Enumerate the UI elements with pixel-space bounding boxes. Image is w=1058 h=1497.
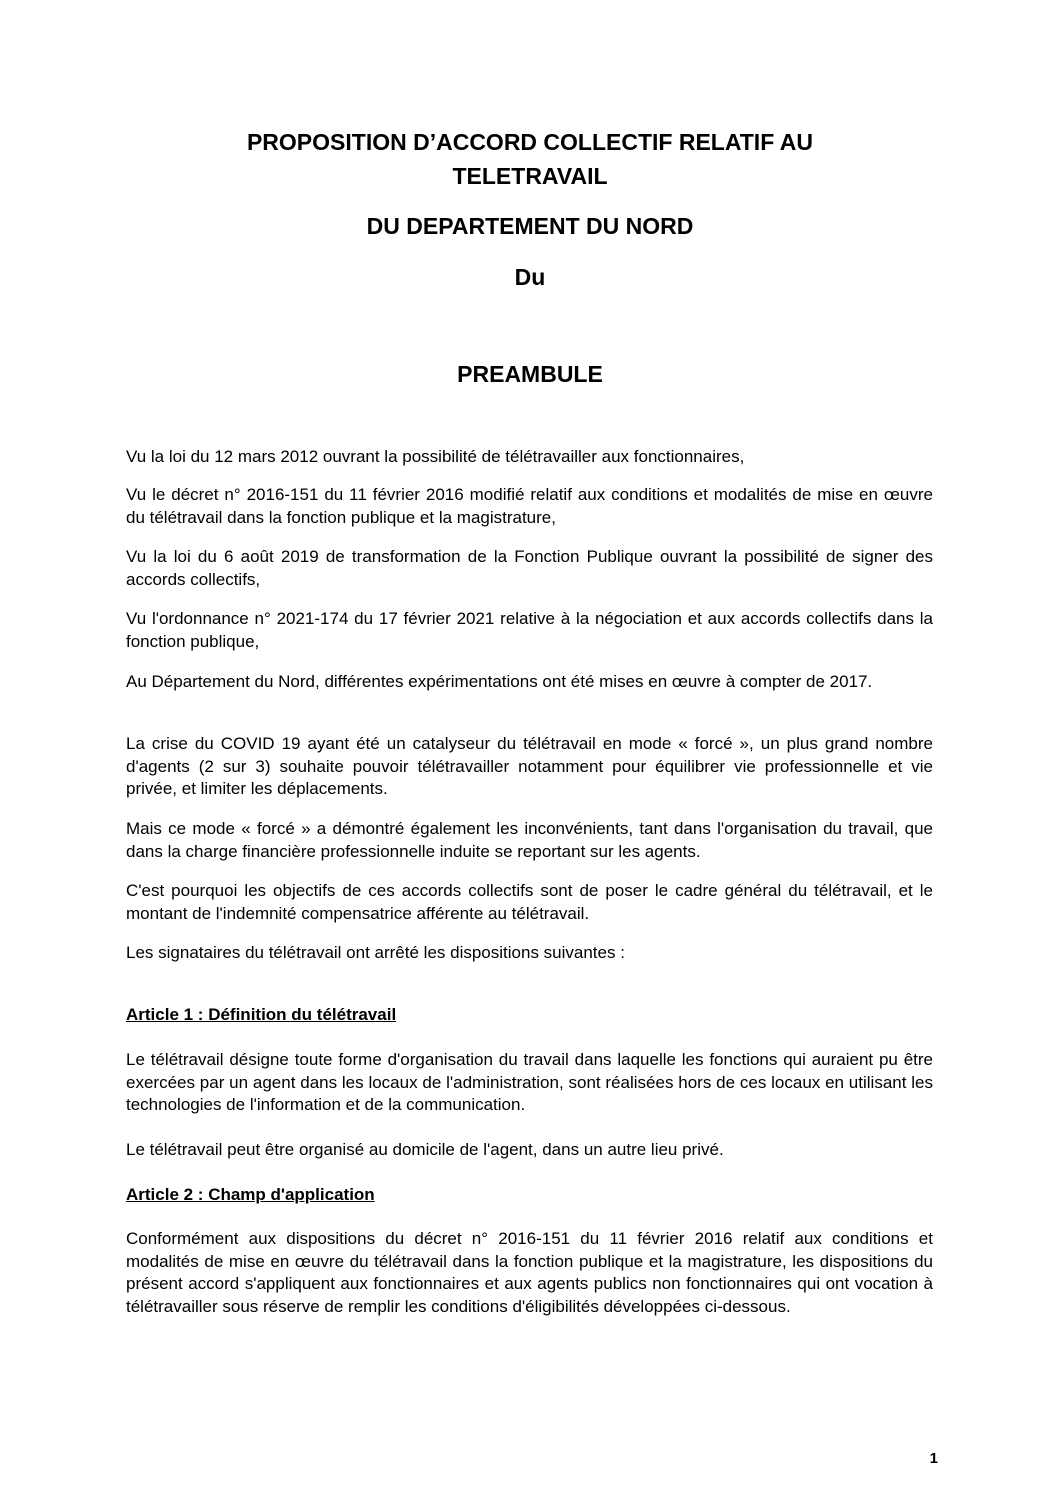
preamble-paragraph: Vu la loi du 12 mars 2012 ouvrant la possibilité de télétravailler aux fonctionnaires,: [126, 447, 745, 466]
article-2-heading: Article 2 : Champ d'application: [126, 1185, 375, 1204]
preamble-paragraph: Vu l'ordonnance n° 2021-174 du 17 février 2021 relative à la négociation et aux accords collectifs dans la fonction publique,: [126, 609, 933, 651]
preamble-heading: PREAMBULE: [457, 361, 603, 387]
preamble-paragraph: Vu le décret n° 2016-151 du 11 février 2016 modifié relatif aux conditions et modalités de mise en œuvre du télétravail dans la fonction publique et la magistrature,: [126, 485, 933, 527]
article-1-paragraph: Le télétravail peut être organisé au domicile de l'agent, dans un autre lieu privé.: [126, 1140, 724, 1159]
preamble-paragraph: La crise du COVID 19 ayant été un catalyseur du télétravail en mode « forcé », un plus grand nombre d'agents (2 sur 3) souhaite pouvoir télétravailler notamment pour équilibrer vie professionnelle et vie privée, et limiter les déplacements.: [126, 734, 933, 798]
page-number: 1: [929, 1450, 938, 1467]
document-title-line-2: TELETRAVAIL: [452, 163, 608, 189]
preamble-paragraph: Mais ce mode « forcé » a démontré également les inconvénients, tant dans l'organisation du travail, que dans la charge financière professionnelle induite se reportant sur les agents.: [126, 819, 933, 861]
article-1-heading: Article 1 : Définition du télétravail: [126, 1005, 397, 1024]
document-title-line-1: PROPOSITION D’ACCORD COLLECTIF RELATIF AU: [246, 129, 814, 155]
article-1-paragraph: Le télétravail désigne toute forme d'organisation du travail dans laquelle les fonctions qui auraient pu être exercées par un agent dans les locaux de l'administration, sont réalisées hors de ces locaux en utilisant les technologies de l'information et de la communication.: [126, 1050, 933, 1114]
document-title-line-3: DU DEPARTEMENT DU NORD: [366, 213, 694, 239]
preamble-paragraph: Vu la loi du 6 août 2019 de transformation de la Fonction Publique ouvrant la possibilité de signer des accords collectifs,: [126, 547, 933, 589]
preamble-paragraph: Au Département du Nord, différentes expérimentations ont été mises en œuvre à compter de 2017.: [126, 672, 873, 691]
preamble-paragraph: C'est pourquoi les objectifs de ces accords collectifs sont de poser le cadre général du télétravail, et le montant de l'indemnité compensatrice afférente au télétravail.: [126, 881, 933, 923]
preamble-paragraph: Les signataires du télétravail ont arrêté les dispositions suivantes :: [126, 943, 625, 962]
document-title-line-4: Du: [514, 264, 546, 290]
article-2-paragraph: Conformément aux dispositions du décret n° 2016-151 du 11 février 2016 relatif aux conditions et modalités de mise en œuvre du télétravail dans la fonction publique et la magistrature, les dispositions du présent accord s'appliquent aux fonctionnaires et aux agents publics non fonctionnaires qui ont vocation à télétravailler sous réserve de remplir les conditions d'éligibilités développées ci-dessous.: [126, 1229, 933, 1316]
